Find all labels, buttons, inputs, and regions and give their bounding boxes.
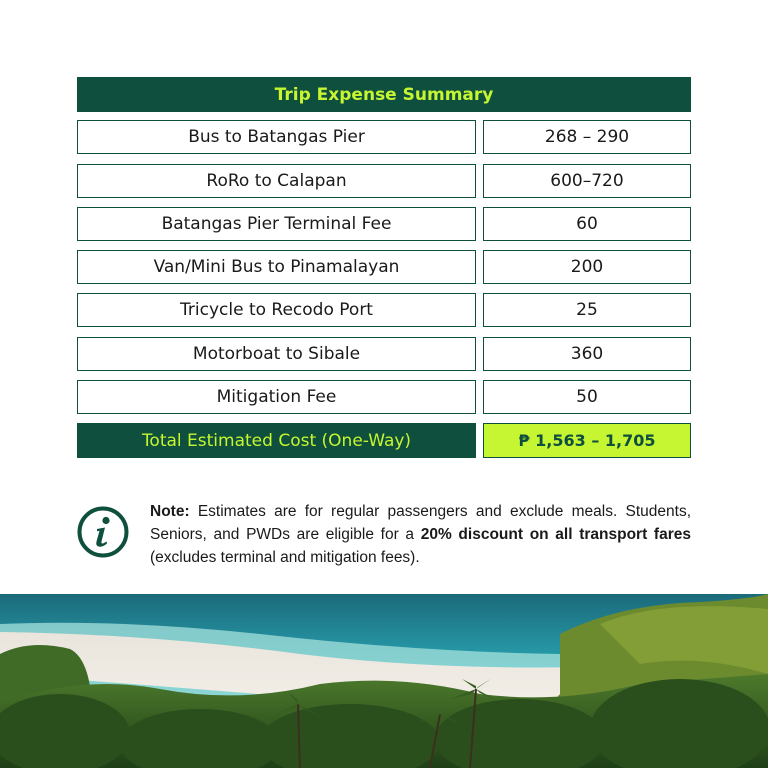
note-prefix: Note: [150,503,190,520]
beach-photo [0,594,768,768]
row-label: Van/Mini Bus to Pinamalayan [77,250,476,284]
row-value: 200 [483,250,691,284]
total-value: ₱ 1,563 – 1,705 [483,423,691,458]
row-label: Mitigation Fee [77,380,476,414]
row-value: 600–720 [483,164,691,198]
info-icon [77,506,129,558]
row-label: Motorboat to Sibale [77,337,476,371]
row-value: 25 [483,293,691,327]
row-label: Tricycle to Recodo Port [77,293,476,327]
row-value: 268 – 290 [483,120,691,154]
table-title: Trip Expense Summary [77,77,691,112]
row-label: Bus to Batangas Pier [77,120,476,154]
note-body-1: Estimates are for regular passengers and exclude meals. Students, Seniors, and PWDs are eligible for a [150,503,691,543]
row-value: 50 [483,380,691,414]
note-body-2: (excludes terminal and mitigation fees). [150,549,420,566]
row-value: 360 [483,337,691,371]
total-label: Total Estimated Cost (One-Way) [77,423,476,458]
note-text [150,500,691,569]
row-label: Batangas Pier Terminal Fee [77,207,476,241]
note-highlight: 20% discount on all transport fares [420,526,691,543]
row-value: 60 [483,207,691,241]
row-label: RoRo to Calapan [77,164,476,198]
